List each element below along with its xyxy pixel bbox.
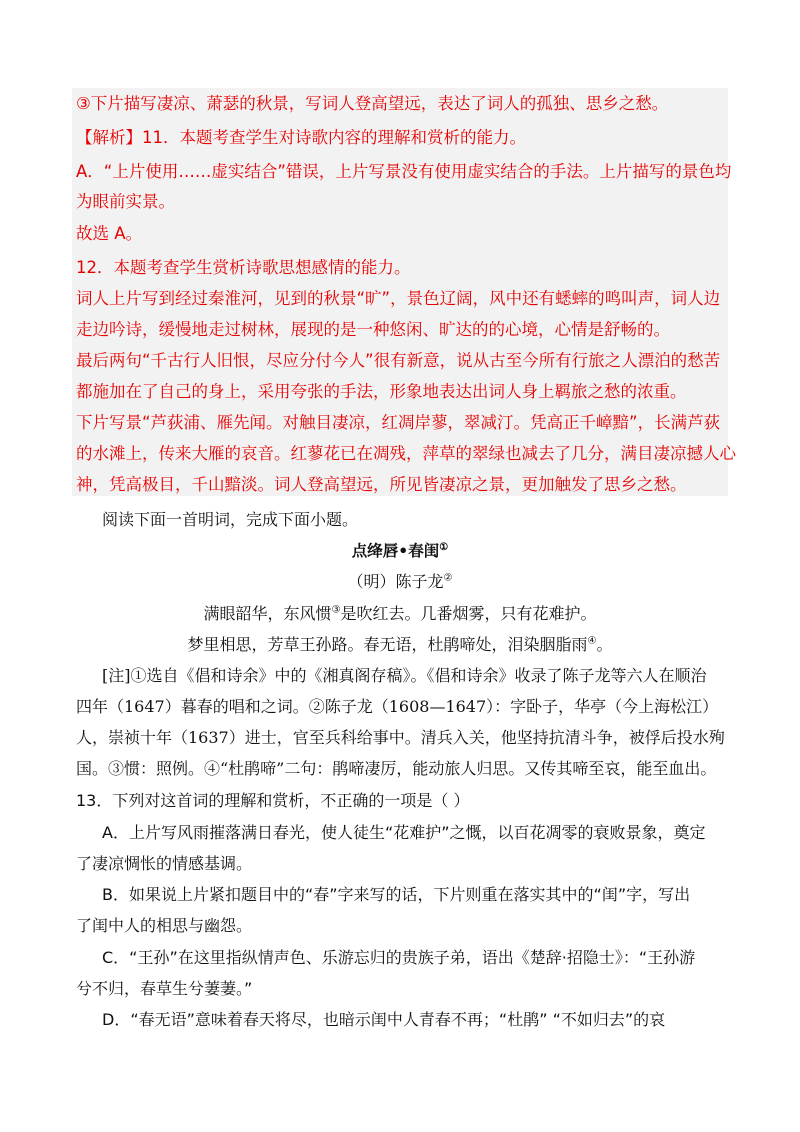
option-a-cont: 了凄凉惆怅的情感基调。 bbox=[76, 854, 253, 873]
option-d: D．“春无语”意味着春天将尽，也暗示闺中人青春不再；“杜鹃” “不如归去”的哀 bbox=[102, 1010, 666, 1029]
poem-author: （明）陈子龙② bbox=[347, 572, 453, 591]
poem-note: 四年（1647）暮春的唱和之词。②陈子龙（1608—1647）：字卧子，华亭（今上海松江） bbox=[76, 697, 719, 716]
poem-note: 人，崇祯十年（1637）进士，官至兵科给事中。清兵入关，他坚持抗清斗争，被俘后投水殉 bbox=[76, 728, 725, 747]
poem-note: 国。③惯：照例。④“杜鹃啼”二句：鹃啼凄厉，能动旅人归思。又传其啼至哀，能至血出。 bbox=[76, 759, 717, 778]
answer-line: A．“上片使用……虚实结合”错误，上片写景没有使用虚实结合的手法。上片描写的景色均 bbox=[76, 162, 732, 181]
poem-note: [注]①选自《倡和诗余》中的《湘真阁存稿》。《倡和诗余》收录了陈子龙等六人在顺治 bbox=[102, 666, 707, 685]
answer-line: 走边吟诗，缓慢地走过树林，展现的是一种悠闲、旷达的的心境，心情是舒畅的。 bbox=[76, 320, 670, 339]
poem-verse: 满眼韶华，东风惯③是吹红去。几番烟雾，只有花难护。 bbox=[203, 604, 597, 623]
answer-line: 神，凭高极目，千山黯淡。词人登高望远，所见皆凄凉之景，更加触发了思乡之愁。 bbox=[76, 475, 687, 494]
option-b-cont: 了闺中人的相思与幽怨。 bbox=[76, 916, 253, 935]
answer-line: 最后两句“千古行人旧恨，尽应分付今人”很有新意，说从古至今所有行旅之人漂泊的愁苦 bbox=[76, 351, 721, 370]
footnote-marker: ④ bbox=[587, 635, 597, 647]
analysis-heading-q11: 【解析】11．本题考查学生对诗歌内容的理解和赏析的能力。 bbox=[76, 128, 526, 147]
answer-line: 下片写景“芦荻浦、雁先闻。对触目凄凉，红凋岸蓼，翠减汀。凭高正千嶂黯”，长满芦荻 bbox=[76, 413, 721, 432]
analysis-heading-q12: 12．本题考查学生赏析诗歌思想感情的能力。 bbox=[76, 258, 411, 277]
option-a: A．上片写风雨摧落满日春光，使人徒生“花难护”之慨，以百花凋零的衰败景象，奠定 bbox=[102, 823, 706, 842]
reading-instruction: 阅读下面一首明词，完成下面小题。 bbox=[102, 510, 359, 529]
footnote-marker: ② bbox=[443, 572, 453, 584]
answer-line: 为眼前实景。 bbox=[76, 192, 175, 211]
option-c-cont: 兮不归，春草生兮萋萋。” bbox=[76, 979, 253, 998]
poem-verse: 梦里相思，芳草王孙路。春无语，杜鹃啼处，泪染胭脂雨④。 bbox=[187, 635, 613, 654]
option-c: C．“王孙”在这里指纵情声色、乐游忘归的贵族子弟，语出《楚辞·招隐士》：“王孙游 bbox=[102, 948, 696, 967]
answer-line: 都施加在了自己的身上，采用夸张的手法，形象地表达出词人身上羁旅之愁的浓重。 bbox=[76, 382, 687, 401]
question-stem: 13．下列对这首词的理解和赏析，不正确的一项是（ ） bbox=[76, 791, 470, 810]
answer-line: 词人上片写到经过秦淮河，见到的秋景“旷”，景色辽阔，风中还有蟋蟀的鸣叫声，词人边 bbox=[76, 289, 721, 308]
poem-title: 点绛唇•春闺① bbox=[351, 541, 449, 560]
answer-line: 的水滩上，传来大雁的哀音。红蓼花已在凋残，萍草的翠绿也减去了几分，满目凄凉撼人心 bbox=[76, 444, 736, 463]
footnote-marker: ③ bbox=[331, 604, 341, 616]
answer-line: ③下片描写凄凉、萧瑟的秋景，写词人登高望远，表达了词人的孤独、思乡之愁。 bbox=[76, 94, 669, 113]
answer-line: 故选 A。 bbox=[76, 224, 143, 243]
option-b: B．如果说上片紧扣题目中的“春”字来写的话，下片则重在落实其中的“闺”字，写出 bbox=[102, 885, 691, 904]
footnote-marker: ① bbox=[439, 541, 449, 553]
